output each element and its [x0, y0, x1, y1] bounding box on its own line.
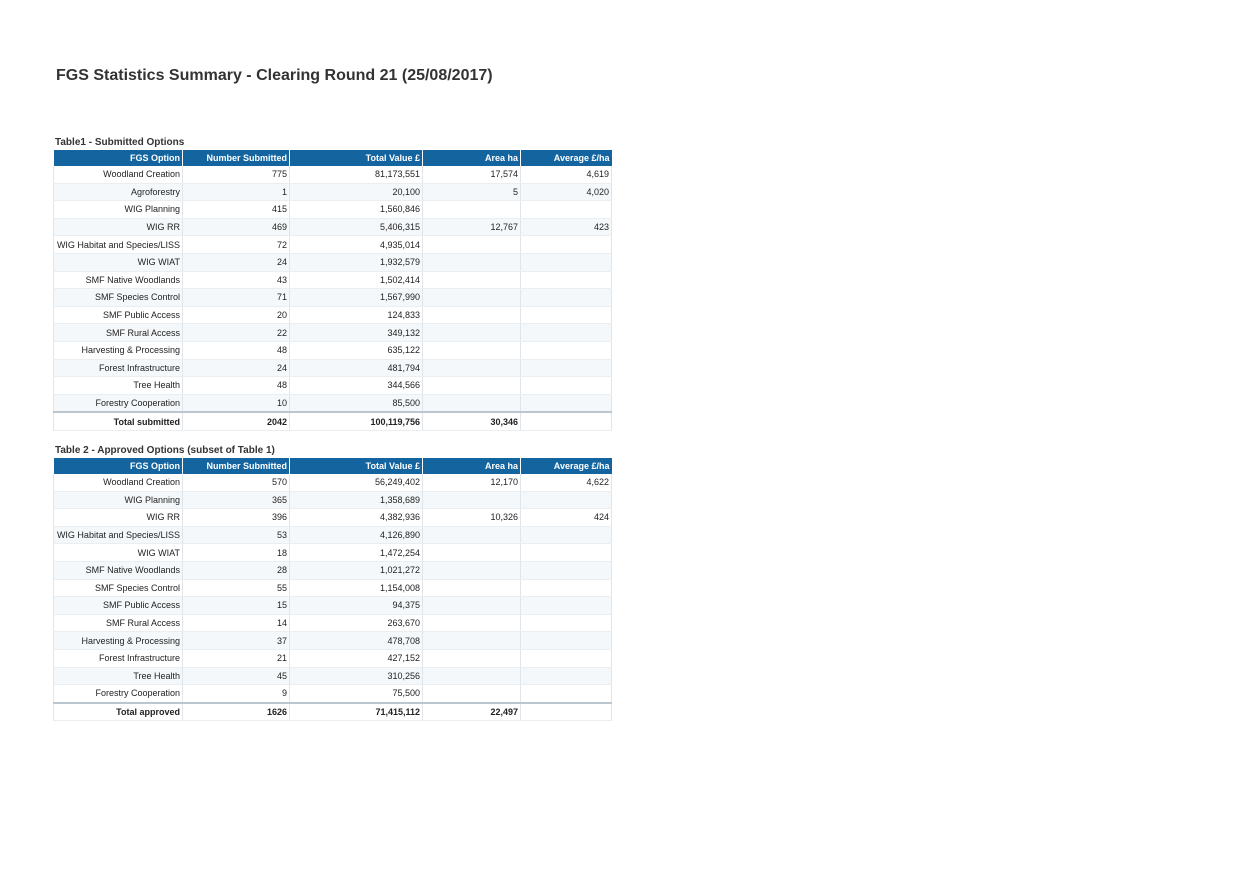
- table-cell: 349,132: [290, 324, 423, 342]
- table-cell: 1,932,579: [290, 253, 423, 271]
- total-cell: 30,346: [423, 412, 521, 430]
- table-cell: 56,249,402: [290, 474, 423, 491]
- table-row: [54, 341, 612, 359]
- option-name-cell: [54, 474, 183, 491]
- option-name: Woodland Creation: [103, 477, 180, 488]
- table-row: [54, 253, 612, 271]
- option-name: Forest Infrastructure: [98, 362, 180, 373]
- table-cell: [423, 526, 521, 544]
- option-name: Harvesting & Processing: [81, 345, 180, 356]
- table-row: [54, 544, 612, 562]
- option-name: WIG WIAT: [137, 257, 180, 268]
- table-cell: [521, 377, 612, 395]
- table-row: [54, 201, 612, 219]
- table-cell: [521, 271, 612, 289]
- option-name-cell: [54, 632, 183, 650]
- option-name-cell: [54, 597, 183, 615]
- option-name: SMF Native Woodlands: [85, 565, 180, 576]
- table-row: [54, 649, 612, 667]
- table-cell: 423: [521, 218, 612, 236]
- table-cell: 10,326: [423, 509, 521, 527]
- table-row: [54, 491, 612, 509]
- column-header: Average £/ha: [521, 458, 612, 474]
- table-cell: [521, 341, 612, 359]
- table-row: [54, 218, 612, 236]
- table-cell: [423, 544, 521, 562]
- option-name: SMF Species Control: [94, 582, 180, 593]
- option-name-cell: [54, 561, 183, 579]
- table-row: [54, 667, 612, 685]
- total-cell: 22,497: [423, 703, 521, 721]
- table-cell: 12,767: [423, 218, 521, 236]
- option-name: Tree Health: [133, 670, 180, 681]
- option-name-cell: [54, 685, 183, 703]
- option-name: WIG RR: [146, 222, 180, 233]
- table-cell: [423, 377, 521, 395]
- table-cell: 75,500: [290, 685, 423, 703]
- option-name: Tree Health: [133, 380, 180, 391]
- table-cell: 37: [183, 632, 290, 650]
- table-cell: [423, 597, 521, 615]
- option-name: WIG WIAT: [137, 547, 180, 558]
- table-cell: 1,021,272: [290, 561, 423, 579]
- total-cell: [521, 412, 612, 430]
- table-cell: 570: [183, 474, 290, 491]
- table-cell: [521, 649, 612, 667]
- column-header: Total Value £: [290, 458, 423, 474]
- table-cell: [521, 614, 612, 632]
- table-cell: [521, 579, 612, 597]
- table-cell: [521, 597, 612, 615]
- option-name-cell: [54, 289, 183, 307]
- option-name: Harvesting & Processing: [81, 635, 180, 646]
- table-cell: [423, 306, 521, 324]
- table-header-row: [54, 150, 612, 166]
- table-cell: 81,173,551: [290, 166, 423, 183]
- option-name: WIG Habitat and Species/LISS: [56, 239, 180, 250]
- table-row: [54, 474, 612, 491]
- table2-caption: Table 2 - Approved Options (subset of Table 1): [55, 445, 275, 456]
- option-name-cell: [54, 491, 183, 509]
- table-cell: [423, 201, 521, 219]
- column-header: FGS Option: [54, 458, 183, 474]
- table-cell: 5,406,315: [290, 218, 423, 236]
- column-header: Average £/ha: [521, 150, 612, 166]
- table-cell: [423, 271, 521, 289]
- table-cell: [423, 667, 521, 685]
- table-cell: [521, 201, 612, 219]
- table-cell: [423, 685, 521, 703]
- table-cell: 1,567,990: [290, 289, 423, 307]
- table-cell: 4,622: [521, 474, 612, 491]
- table-cell: 365: [183, 491, 290, 509]
- table-cell: 5: [423, 183, 521, 201]
- option-name: SMF Rural Access: [105, 327, 180, 338]
- table-cell: [521, 289, 612, 307]
- total-cell: 1626: [183, 703, 290, 721]
- table-cell: 71: [183, 289, 290, 307]
- table-cell: [423, 394, 521, 412]
- table-cell: [521, 306, 612, 324]
- table-cell: [423, 614, 521, 632]
- table-cell: 124,833: [290, 306, 423, 324]
- table-cell: [423, 632, 521, 650]
- option-name-cell: [54, 324, 183, 342]
- table-cell: 12,170: [423, 474, 521, 491]
- total-cell: 71,415,112: [290, 703, 423, 721]
- option-name-cell: [54, 667, 183, 685]
- table-row: [54, 579, 612, 597]
- table-cell: 53: [183, 526, 290, 544]
- table-cell: 310,256: [290, 667, 423, 685]
- table-cell: [423, 236, 521, 254]
- table1-caption: Table1 - Submitted Options: [55, 137, 185, 148]
- table-cell: 775: [183, 166, 290, 183]
- column-header: Area ha: [423, 458, 521, 474]
- table-row: [54, 289, 612, 307]
- table-cell: 424: [521, 509, 612, 527]
- table-cell: 478,708: [290, 632, 423, 650]
- option-name-cell: [54, 201, 183, 219]
- option-name: SMF Public Access: [102, 310, 180, 321]
- table-row: [54, 509, 612, 527]
- table-row: [54, 377, 612, 395]
- table-cell: [521, 359, 612, 377]
- column-header: Area ha: [423, 150, 521, 166]
- option-name-cell: [54, 526, 183, 544]
- table-cell: 415: [183, 201, 290, 219]
- option-name: WIG Habitat and Species/LISS: [56, 530, 180, 541]
- table-cell: 20: [183, 306, 290, 324]
- table-cell: [423, 359, 521, 377]
- table-cell: 481,794: [290, 359, 423, 377]
- page-title: FGS Statistics Summary - Clearing Round 21 (25/08/2017): [56, 67, 493, 84]
- table-cell: [423, 324, 521, 342]
- table-cell: 21: [183, 649, 290, 667]
- option-name-cell: [54, 509, 183, 527]
- table-cell: [423, 341, 521, 359]
- table-cell: 10: [183, 394, 290, 412]
- table-cell: 469: [183, 218, 290, 236]
- table-cell: [423, 649, 521, 667]
- table-cell: [521, 685, 612, 703]
- table-row: [54, 632, 612, 650]
- total-cell: 100,119,756: [290, 412, 423, 430]
- table-cell: 45: [183, 667, 290, 685]
- submitted-options-table: [53, 150, 612, 431]
- option-name-cell: [54, 544, 183, 562]
- table-cell: 24: [183, 359, 290, 377]
- table-cell: 4,020: [521, 183, 612, 201]
- total-label: Total submitted: [54, 412, 183, 430]
- option-name: SMF Rural Access: [105, 618, 180, 629]
- table-row: [54, 166, 612, 183]
- option-name-cell: [54, 253, 183, 271]
- table-cell: 48: [183, 341, 290, 359]
- table-cell: 344,566: [290, 377, 423, 395]
- table-cell: 55: [183, 579, 290, 597]
- option-name: Agroforestry: [130, 186, 180, 197]
- table-cell: [423, 491, 521, 509]
- table-cell: [521, 561, 612, 579]
- option-name: WIG RR: [146, 512, 180, 523]
- option-name: Forest Infrastructure: [98, 653, 180, 664]
- option-name-cell: [54, 649, 183, 667]
- table-cell: [423, 561, 521, 579]
- table-cell: 20,100: [290, 183, 423, 201]
- table-cell: 1,560,846: [290, 201, 423, 219]
- option-name-cell: [54, 306, 183, 324]
- table-cell: 263,670: [290, 614, 423, 632]
- table-cell: 9: [183, 685, 290, 703]
- option-name-cell: [54, 394, 183, 412]
- option-name-cell: [54, 183, 183, 201]
- table-cell: 1,502,414: [290, 271, 423, 289]
- total-cell: [521, 703, 612, 721]
- table-cell: [521, 324, 612, 342]
- table-row: [54, 685, 612, 703]
- table-cell: [521, 253, 612, 271]
- option-name-cell: [54, 341, 183, 359]
- table-row: [54, 271, 612, 289]
- option-name-cell: [54, 359, 183, 377]
- total-row: [54, 703, 612, 721]
- table-cell: 28: [183, 561, 290, 579]
- table-cell: 24: [183, 253, 290, 271]
- table-cell: [423, 579, 521, 597]
- option-name: Woodland Creation: [103, 169, 180, 180]
- option-name: Forestry Cooperation: [95, 688, 180, 699]
- column-header: Number Submitted: [183, 150, 290, 166]
- option-name: Forestry Cooperation: [95, 398, 180, 409]
- option-name-cell: [54, 614, 183, 632]
- table-cell: [521, 526, 612, 544]
- option-name-cell: [54, 236, 183, 254]
- table-cell: 1,358,689: [290, 491, 423, 509]
- table-cell: 22: [183, 324, 290, 342]
- option-name: SMF Native Woodlands: [85, 274, 180, 285]
- total-row: [54, 412, 612, 430]
- table-cell: 18: [183, 544, 290, 562]
- table-cell: 4,935,014: [290, 236, 423, 254]
- table-row: [54, 236, 612, 254]
- column-header: Total Value £: [290, 150, 423, 166]
- option-name: SMF Public Access: [102, 600, 180, 611]
- option-name: SMF Species Control: [94, 292, 180, 303]
- option-name: WIG Planning: [124, 494, 180, 505]
- table-cell: 14: [183, 614, 290, 632]
- option-name-cell: [54, 377, 183, 395]
- table-cell: 48: [183, 377, 290, 395]
- table-cell: 4,619: [521, 166, 612, 183]
- table-cell: 15: [183, 597, 290, 615]
- table-cell: 4,382,936: [290, 509, 423, 527]
- table-cell: 396: [183, 509, 290, 527]
- table-cell: 427,152: [290, 649, 423, 667]
- table-row: [54, 526, 612, 544]
- total-label: Total approved: [54, 703, 183, 721]
- table-row: [54, 359, 612, 377]
- table-cell: [521, 491, 612, 509]
- table-cell: 94,375: [290, 597, 423, 615]
- table-cell: 1,154,008: [290, 579, 423, 597]
- table-cell: 17,574: [423, 166, 521, 183]
- column-header: FGS Option: [54, 150, 183, 166]
- table-cell: 72: [183, 236, 290, 254]
- approved-options-table: [53, 458, 612, 721]
- option-name-cell: [54, 218, 183, 236]
- table-cell: 1,472,254: [290, 544, 423, 562]
- table-row: [54, 561, 612, 579]
- table-header-row: [54, 458, 612, 474]
- table-row: [54, 614, 612, 632]
- table-cell: 1: [183, 183, 290, 201]
- table-row: [54, 306, 612, 324]
- option-name: WIG Planning: [124, 204, 180, 215]
- column-header: Number Submitted: [183, 458, 290, 474]
- option-name-cell: [54, 271, 183, 289]
- table-cell: [521, 544, 612, 562]
- option-name-cell: [54, 579, 183, 597]
- table-cell: [521, 632, 612, 650]
- table-cell: 4,126,890: [290, 526, 423, 544]
- table-row: [54, 394, 612, 412]
- table-cell: [423, 253, 521, 271]
- table-cell: 85,500: [290, 394, 423, 412]
- total-cell: 2042: [183, 412, 290, 430]
- table-row: [54, 597, 612, 615]
- table-cell: [423, 289, 521, 307]
- table-cell: [521, 667, 612, 685]
- option-name-cell: [54, 166, 183, 183]
- table-cell: 43: [183, 271, 290, 289]
- table-cell: 635,122: [290, 341, 423, 359]
- table-cell: [521, 394, 612, 412]
- table-cell: [521, 236, 612, 254]
- table-row: [54, 324, 612, 342]
- table-row: [54, 183, 612, 201]
